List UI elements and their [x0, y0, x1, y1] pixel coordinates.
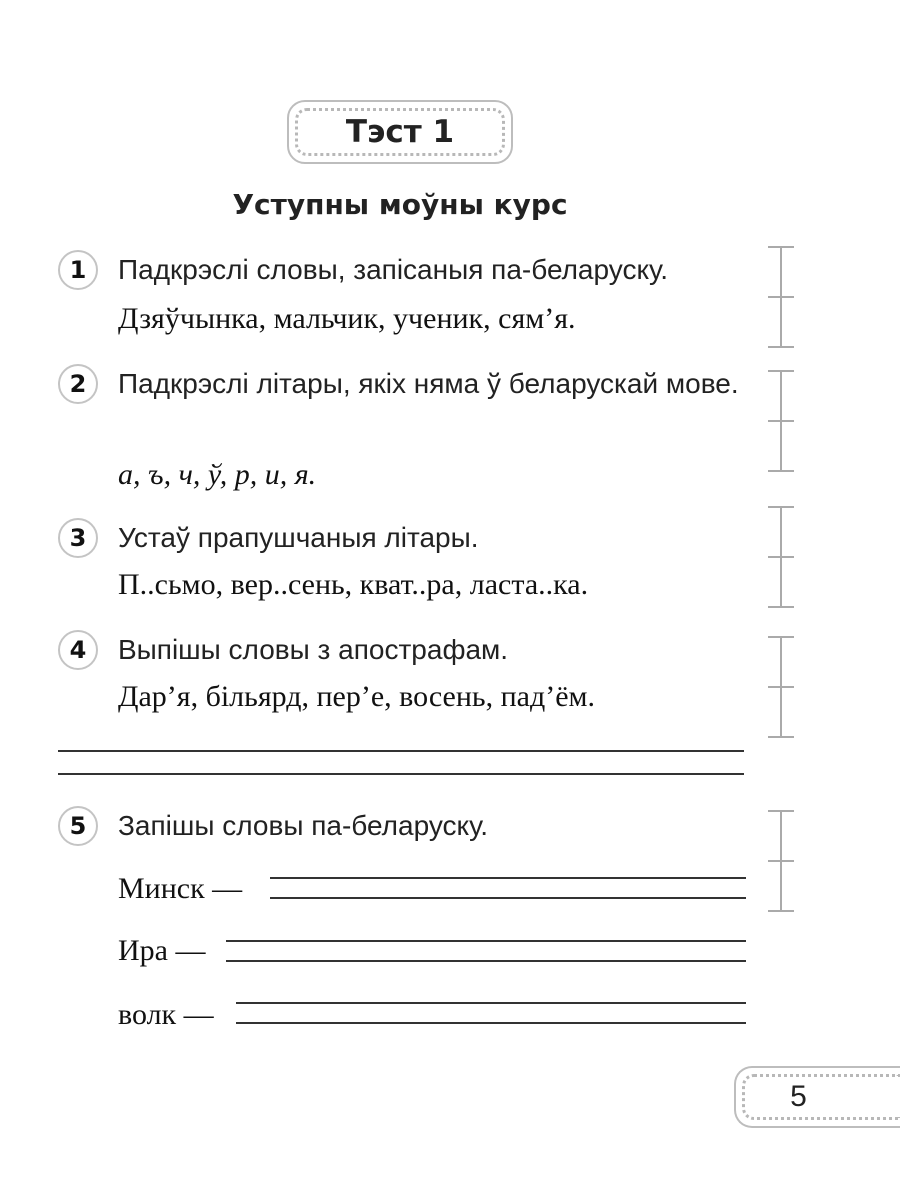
- answer-line-minsk[interactable]: [270, 897, 746, 899]
- task-number-badge: 4: [58, 630, 98, 670]
- task-content: Дар’я, більярд, пер’е, восень, пад’ём.: [118, 680, 596, 713]
- task-number-badge: 1: [58, 250, 98, 290]
- score-scale: [768, 810, 794, 912]
- task-number-badge: 3: [58, 518, 98, 558]
- task-number-badge: 2: [58, 364, 98, 404]
- task-4: [58, 630, 758, 730]
- task-prompt: Устаў прапушчаныя літары.: [118, 522, 479, 553]
- page-number-inner-frame: [742, 1074, 900, 1120]
- task-3: [58, 518, 758, 618]
- answer-line-minsk[interactable]: [270, 877, 746, 879]
- answer-line-volk[interactable]: [236, 1002, 746, 1004]
- task-letters: а, ъ, ч, ў, р, и, я.: [118, 458, 317, 491]
- answer-line-volk[interactable]: [236, 1022, 746, 1024]
- answer-line-ira[interactable]: [226, 940, 746, 942]
- task-prompt: Падкрэслі літары, якіх няма ў беларускай мове.: [118, 368, 739, 399]
- task-1: [58, 250, 758, 350]
- test-title: Тэст 1: [345, 114, 455, 150]
- word-minsk: Минск —: [118, 872, 243, 905]
- answer-line[interactable]: [58, 750, 744, 752]
- score-scale: [768, 506, 794, 608]
- section-subtitle: Уступны моўны курс: [232, 188, 568, 221]
- page-number-frame: [734, 1066, 900, 1128]
- task-content: П..сьмо, вер..сень, кват..ра, ласта..ка.: [118, 568, 589, 601]
- score-scale: [768, 246, 794, 348]
- answer-line-ira[interactable]: [226, 960, 746, 962]
- task-prompt: Запішы словы па-беларуску.: [118, 810, 489, 841]
- task-prompt: Падкрэслі словы, запісаныя па-беларуску.: [118, 254, 668, 285]
- task-2: [58, 364, 758, 494]
- score-scale: [768, 370, 794, 472]
- page-number: 5: [790, 1080, 807, 1113]
- task-prompt: Выпішы словы з апострафам.: [118, 634, 509, 665]
- score-scale: [768, 636, 794, 738]
- task-content: Дзяўчынка, мальчик, ученик, сям’я.: [118, 302, 576, 335]
- test-title-inner-frame: [295, 108, 505, 156]
- test-title-frame: [287, 100, 513, 164]
- answer-line[interactable]: [58, 773, 744, 775]
- task-number-badge: 5: [58, 806, 98, 846]
- word-volk: волк —: [118, 998, 214, 1031]
- word-ira: Ира —: [118, 934, 206, 967]
